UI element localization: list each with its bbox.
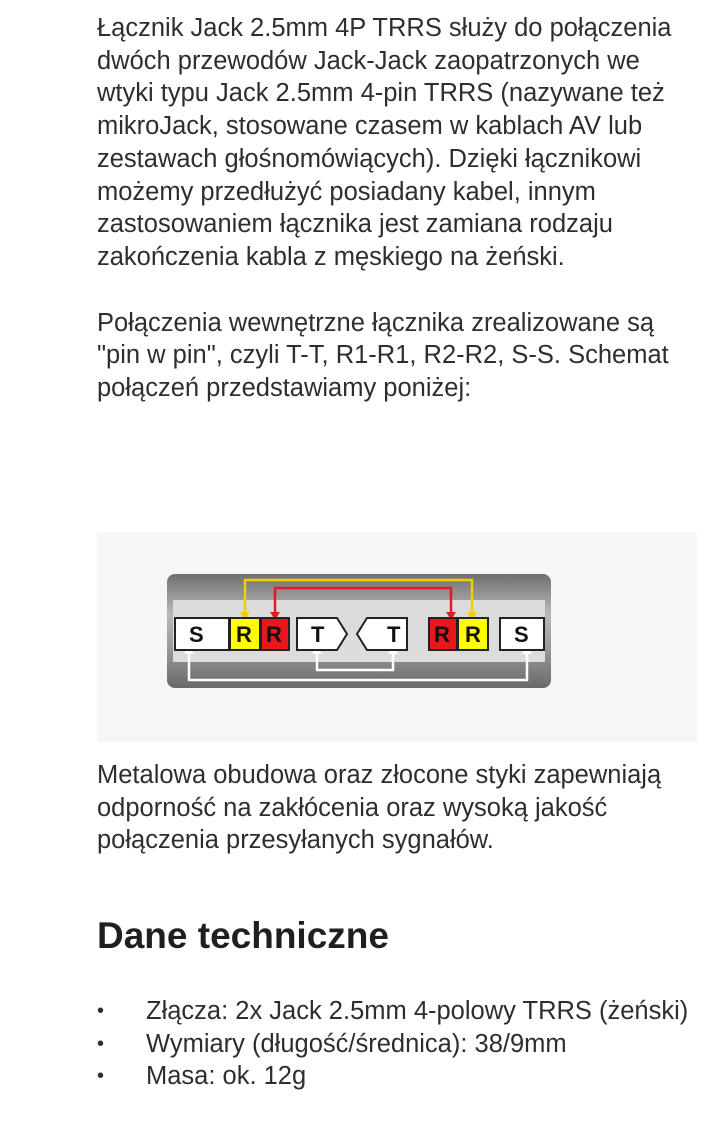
spec-item-dimensions [97,1028,707,1061]
label-right-r1: R [434,622,450,647]
specs-list [97,995,707,1093]
label-right-s: S [514,622,529,647]
spec-item-text: Masa: ok. 12g [146,1062,307,1090]
spec-item-text: Wymiary (długość/średnica): 38/9mm [146,1029,567,1058]
bullet-icon: • [97,1032,105,1055]
description-paragraph-2: Połączenia wewnętrzne łącznika zrealizowane są "pin w pin", czyli T-T, R1-R1, R2-R2, S-S. Schemat połączeń przedstawiamy poniżej: [97,308,669,403]
label-left-r1: R [266,622,282,647]
description-section [97,12,697,405]
label-right-r2: R [465,622,481,647]
label-left-s: S [189,622,204,647]
connection-diagram-svg [97,532,697,742]
bullet-icon: • [97,1000,105,1022]
description-paragraph-3: Metalowa obudowa oraz złocone styki zapewniają odporność na zakłócenia oraz wysoką jakość połączenia przesyłanych sygnałów. [97,761,662,855]
spec-item-text: Złącza: 2x Jack 2.5mm 4-polowy TRRS (żeński) [146,997,689,1025]
connection-diagram [97,532,697,742]
label-right-t: T [387,622,401,647]
label-left-r2: R [236,622,252,647]
label-left-t: T [311,622,325,647]
bullet-icon: • [97,1065,105,1087]
spec-item-connectors [97,995,707,1028]
spec-item-weight [97,1060,707,1093]
specs-heading: Dane techniczne [97,915,389,956]
features-section [97,759,697,857]
description-paragraph-1: Łącznik Jack 2.5mm 4P TRRS służy do połączenia dwóch przewodów Jack-Jack zaopatrzonych we wtyki typu Jack 2.5mm 4-pin TRRS (nazywane też mikroJack, stosowane czasem w kablach AV lub zestawach głośnomówiących). Dzięki łącznikowi możemy przedłużyć posiadany kabel, innym zastosowaniem łącznika jest zamiana rodzaju zakończenia kabla z męskiego na żeński. [97,14,672,271]
